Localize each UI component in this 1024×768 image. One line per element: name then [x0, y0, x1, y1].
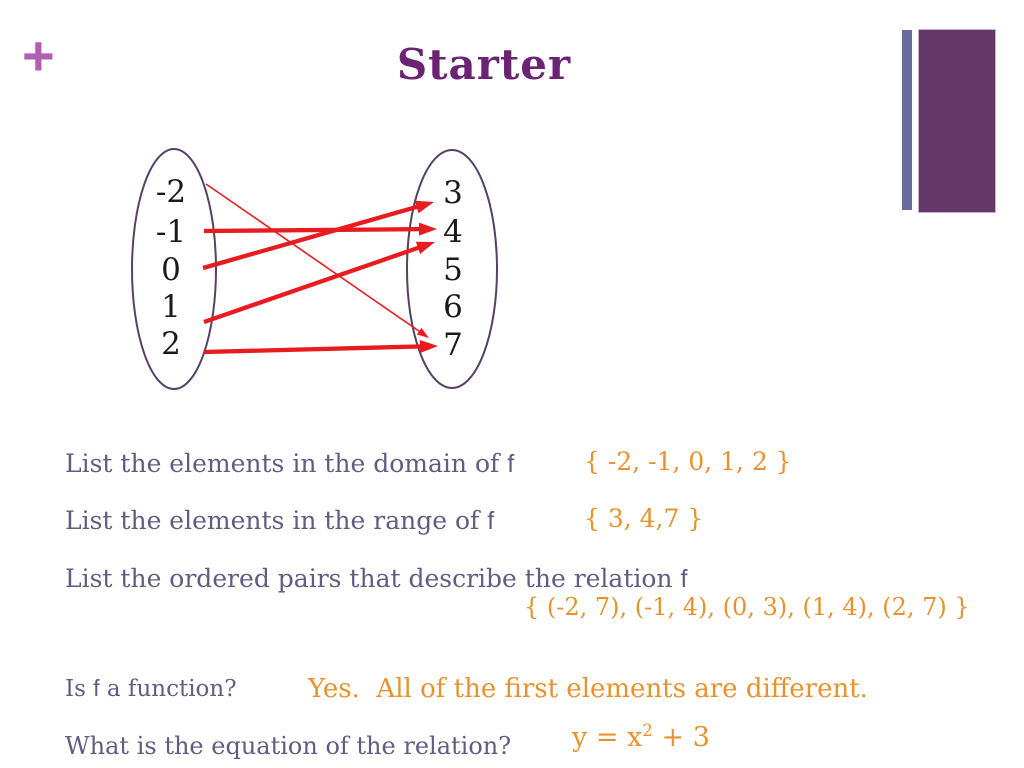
range-element: 3: [443, 175, 463, 211]
exponent: 2: [642, 720, 653, 740]
range-element: 6: [443, 289, 463, 325]
question-equation: What is the equation of the relation?: [65, 732, 512, 760]
domain-element: -2: [155, 174, 187, 210]
question-is-function: Is f a function?: [65, 675, 237, 702]
question-range: List the elements in the range of f: [65, 506, 495, 535]
answer-range: { 3, 4,7 }: [584, 504, 704, 533]
range-element: 5: [443, 252, 463, 288]
answer-is-function: Yes. All of the first elements are different.: [308, 674, 868, 704]
domain-element: 0: [161, 252, 181, 288]
answer-equation: $y = x^2 + 3$: [572, 720, 710, 753]
answer-ordered-pairs: { (-2, 7), (-1, 4), (0, 3), (1, 4), (2, 7) }: [524, 593, 970, 621]
accent-bar: [902, 30, 912, 210]
domain-element: 1: [161, 289, 181, 325]
mapping-diagram: [90, 130, 520, 415]
plus-icon: +: [22, 24, 55, 87]
domain-element: 2: [161, 326, 181, 362]
range-element: 7: [443, 327, 463, 363]
accent-rectangle: [918, 29, 996, 213]
arrow-2-to-7: [204, 346, 428, 352]
domain-element: -1: [155, 214, 187, 250]
arrow--1-to-4: [204, 229, 427, 231]
question-domain: List the elements in the domain of f: [65, 449, 515, 478]
question-ordered-pairs: List the ordered pairs that describe the relation f: [65, 564, 688, 593]
answer-domain: { -2, -1, 0, 1, 2 }: [584, 447, 792, 476]
slide-title: Starter: [396, 40, 572, 89]
range-element: 4: [443, 214, 463, 250]
